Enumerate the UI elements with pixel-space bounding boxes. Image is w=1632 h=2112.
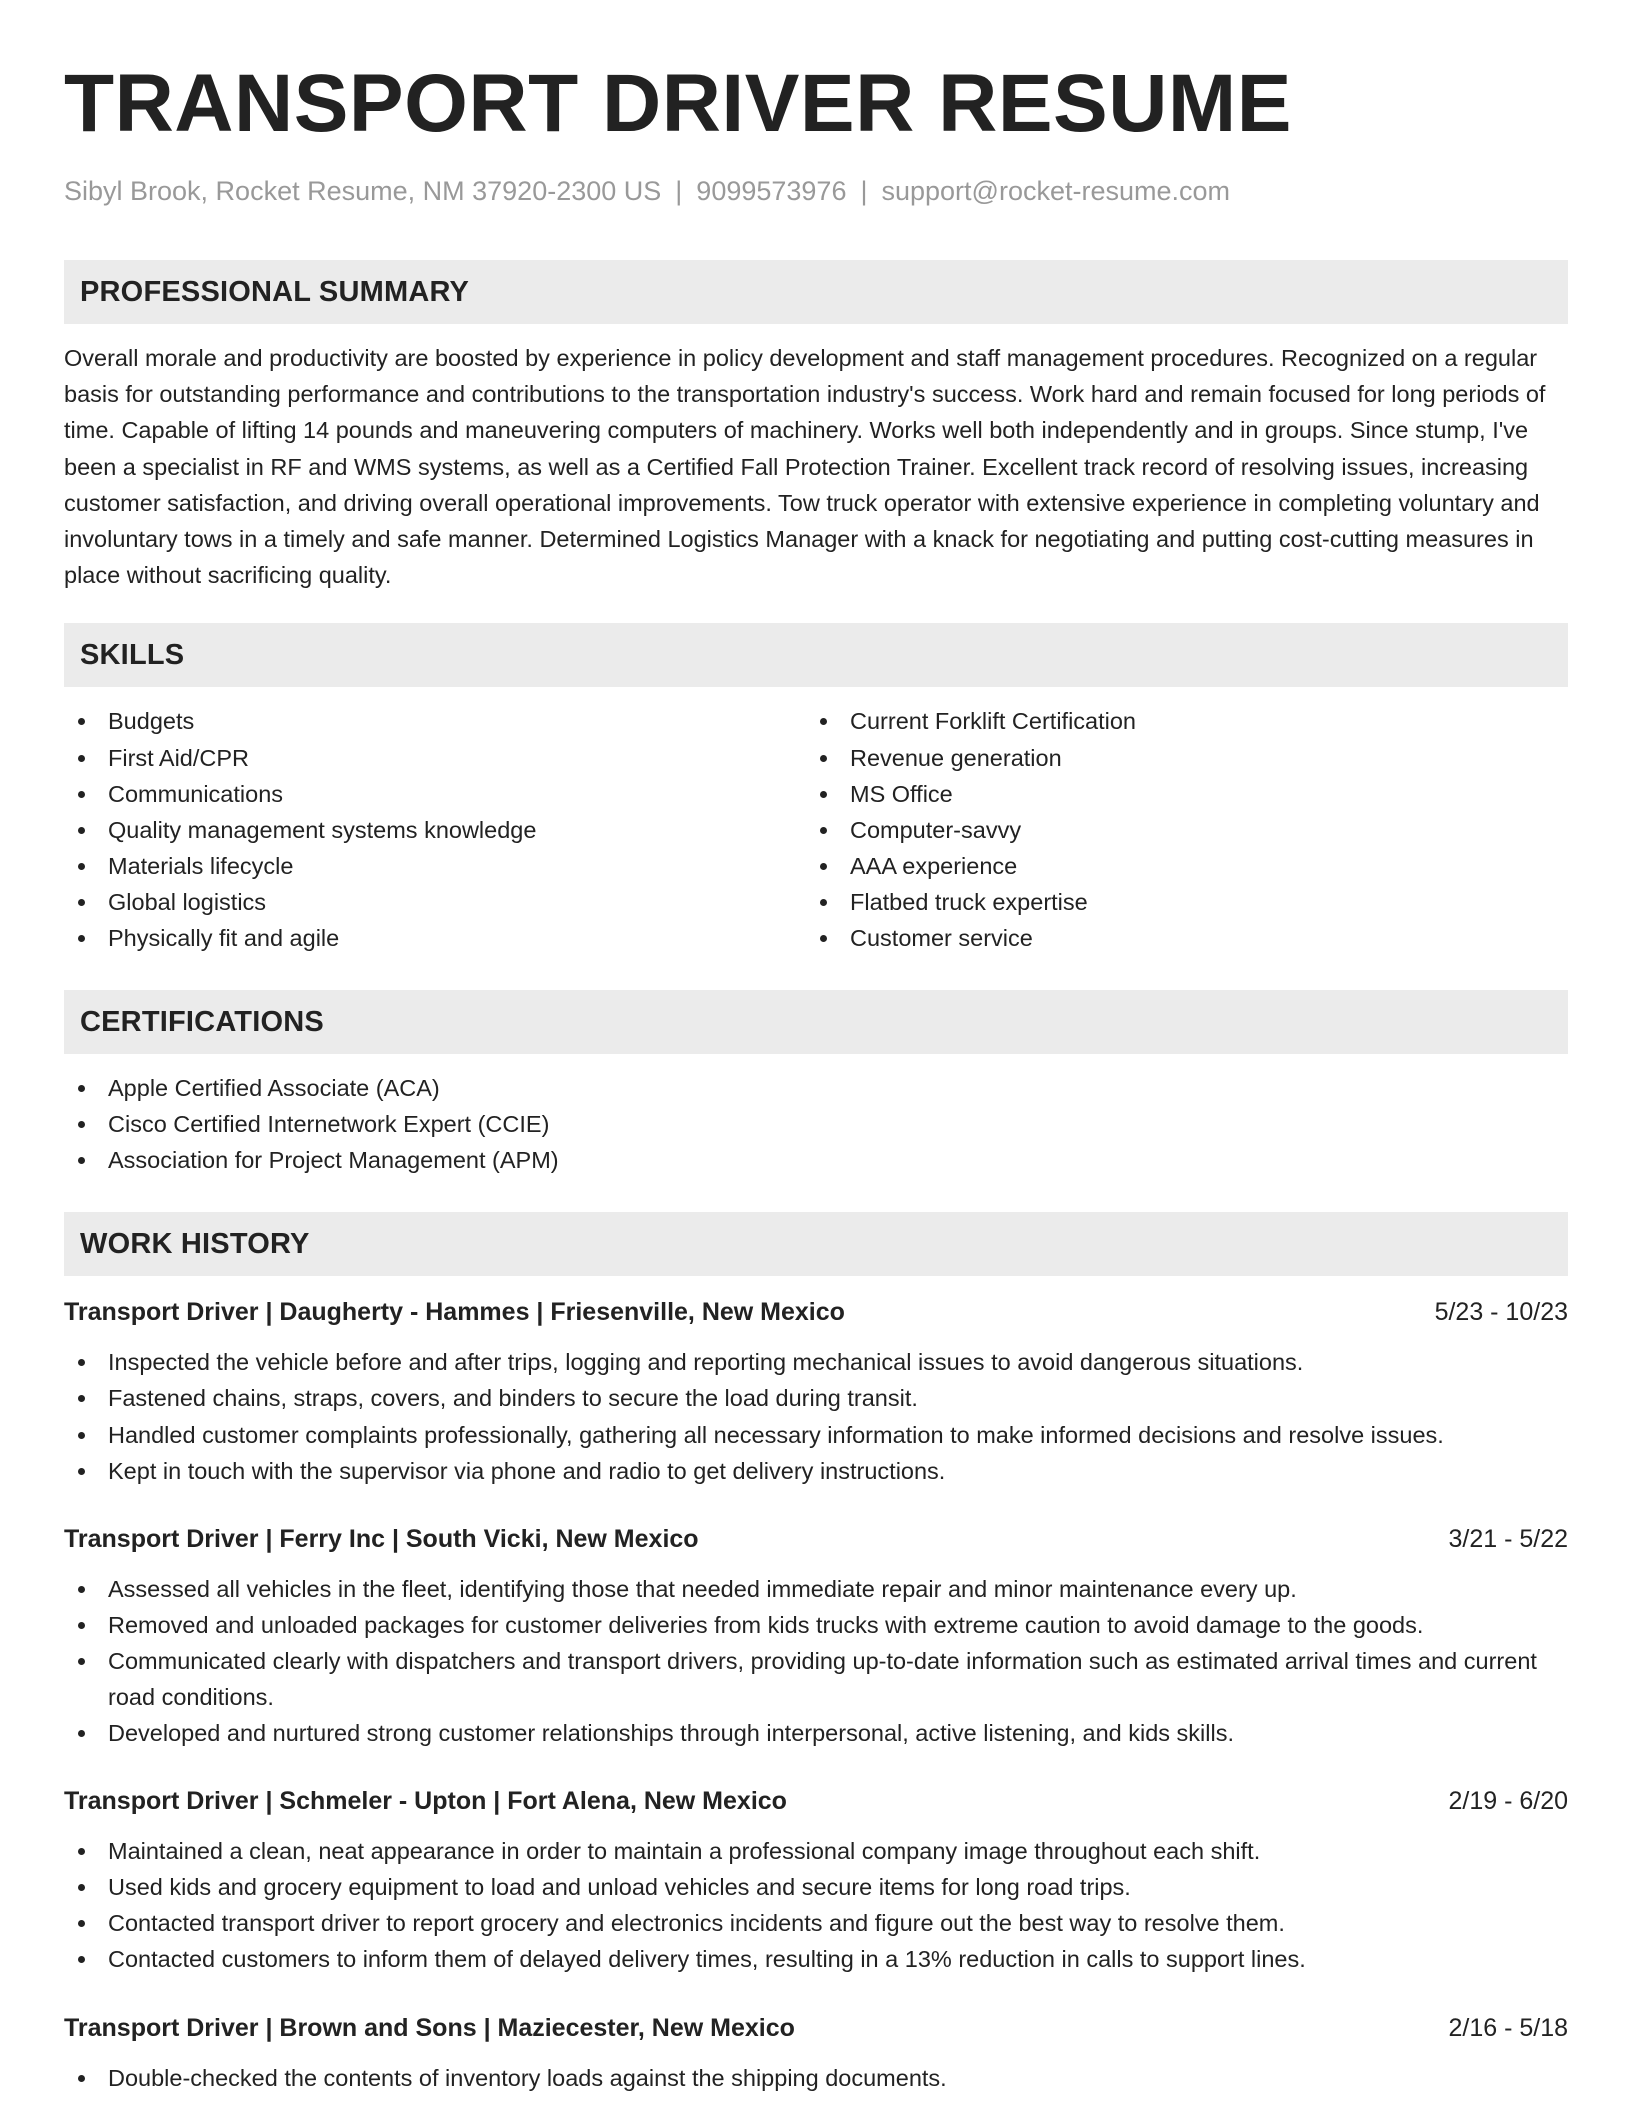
skill-item: Quality management systems knowledge xyxy=(64,812,806,848)
job-bullet: Maintained a clean, neat appearance in order to maintain a professional company image throughout each shift. xyxy=(64,1833,1568,1869)
job-title: Transport Driver | Daugherty - Hammes | Friesenville, New Mexico xyxy=(64,1298,845,1327)
contact-phone: 9099573976 xyxy=(696,176,847,206)
job-bullets xyxy=(64,1571,1568,1751)
job-bullet: Kept in touch with the supervisor via phone and radio to get delivery instructions. xyxy=(64,1453,1568,1489)
job-title: Transport Driver | Schmeler - Upton | Fort Alena, New Mexico xyxy=(64,1787,787,1816)
skill-item: Budgets xyxy=(64,703,806,739)
job-bullets xyxy=(64,2060,1568,2096)
job-bullet: Inspected the vehicle before and after trips, logging and reporting mechanical issues to avoid dangerous situations. xyxy=(64,1344,1568,1380)
job-title: Transport Driver | Brown and Sons | Maziecester, New Mexico xyxy=(64,2013,795,2042)
job-bullets xyxy=(64,1344,1568,1488)
job-dates: 5/23 - 10/23 xyxy=(1434,1298,1568,1327)
job-entry xyxy=(64,1785,1568,1977)
job-bullet: Double-checked the contents of inventory loads against the shipping documents. xyxy=(64,2060,1568,2096)
contact-separator: | xyxy=(860,176,868,206)
job-bullet: Contacted customers to inform them of delayed delivery times, resulting in a 13% reduction in calls to support lines. xyxy=(64,1941,1568,1977)
skill-item: Materials lifecycle xyxy=(64,848,806,884)
skill-item: First Aid/CPR xyxy=(64,740,806,776)
skill-item: Customer service xyxy=(806,920,1548,956)
certifications-list xyxy=(64,1070,1568,1178)
job-entry xyxy=(64,1296,1568,1488)
job-dates: 3/21 - 5/22 xyxy=(1448,1524,1568,1553)
job-bullet: Assessed all vehicles in the fleet, identifying those that needed immediate repair and minor maintenance every up. xyxy=(64,1571,1568,1607)
skills-grid xyxy=(64,703,1568,956)
job-header xyxy=(64,1523,1568,1555)
section-header-certifications: CERTIFICATIONS xyxy=(64,990,1568,1054)
job-dates: 2/16 - 5/18 xyxy=(1448,2013,1568,2042)
resume-title: TRANSPORT DRIVER RESUME xyxy=(64,58,1292,149)
job-entry xyxy=(64,1523,1568,1751)
job-header xyxy=(64,2012,1568,2044)
job-bullet: Contacted transport driver to report grocery and electronics incidents and figure out the best way to resolve them. xyxy=(64,1905,1568,1941)
skill-item: Revenue generation xyxy=(806,740,1548,776)
skill-item: Communications xyxy=(64,776,806,812)
section-header-skills: SKILLS xyxy=(64,623,1568,687)
contact-address: Sibyl Brook, Rocket Resume, NM 37920-2300 US xyxy=(64,176,662,206)
skill-item: Computer-savvy xyxy=(806,812,1548,848)
skill-item: Physically fit and agile xyxy=(64,920,806,956)
skills-list-left xyxy=(64,703,806,956)
certification-item: Apple Certified Associate (ACA) xyxy=(64,1070,1568,1106)
job-bullet: Communicated clearly with dispatchers and transport drivers, providing up-to-date information such as estimated arrival times and current road conditions. xyxy=(64,1643,1568,1715)
skill-item: Global logistics xyxy=(64,884,806,920)
job-title: Transport Driver | Ferry Inc | South Vicki, New Mexico xyxy=(64,1524,699,1553)
contact-line xyxy=(64,174,1568,208)
job-bullets xyxy=(64,1833,1568,1977)
job-entry xyxy=(64,2012,1568,2096)
job-header xyxy=(64,1785,1568,1817)
job-bullet: Fastened chains, straps, covers, and binders to secure the load during transit. xyxy=(64,1380,1568,1416)
contact-separator: | xyxy=(675,176,683,206)
certification-item: Association for Project Management (APM) xyxy=(64,1142,1568,1178)
job-bullet: Removed and unloaded packages for customer deliveries from kids trucks with extreme caution to avoid damage to the goods. xyxy=(64,1607,1568,1643)
skill-item: Flatbed truck expertise xyxy=(806,884,1548,920)
job-bullet: Used kids and grocery equipment to load and unload vehicles and secure items for long road trips. xyxy=(64,1869,1568,1905)
job-bullet: Handled customer complaints professionally, gathering all necessary information to make informed decisions and resolve issues. xyxy=(64,1417,1568,1453)
job-dates: 2/19 - 6/20 xyxy=(1448,1787,1568,1816)
section-header-work-history: WORK HISTORY xyxy=(64,1212,1568,1276)
skill-item: MS Office xyxy=(806,776,1548,812)
skills-list-right xyxy=(806,703,1548,956)
skill-item: Current Forklift Certification xyxy=(806,703,1548,739)
contact-email[interactable]: support@rocket-resume.com xyxy=(881,176,1231,206)
job-bullet: Developed and nurtured strong customer relationships through interpersonal, active listening, and kids skills. xyxy=(64,1715,1568,1751)
summary-text: Overall morale and productivity are boosted by experience in policy development and staff management procedures. Recognized on a regular basis for outstanding performance and contributions to the transportation industry's success. Work hard and remain focused for long periods of time. Capable of lifting 14 pounds and maneuvering computers of machinery. Works well both independently and in groups. Since stump, I've been a specialist in RF and WMS systems, as well as a Certified Fall Protection Trainer. Excellent track record of resolving issues, increasing customer satisfaction, and driving overall operational improvements. Tow truck operator with extensive experience in completing voluntary and involuntary tows in a timely and safe manner. Determined Logistics Manager with a knack for negotiating and putting cost-cutting measures in place without sacrificing quality. xyxy=(64,345,1546,589)
section-header-summary: PROFESSIONAL SUMMARY xyxy=(64,260,1568,324)
skill-item: AAA experience xyxy=(806,848,1548,884)
certification-item: Cisco Certified Internetwork Expert (CCIE) xyxy=(64,1106,1568,1142)
job-header xyxy=(64,1296,1568,1328)
